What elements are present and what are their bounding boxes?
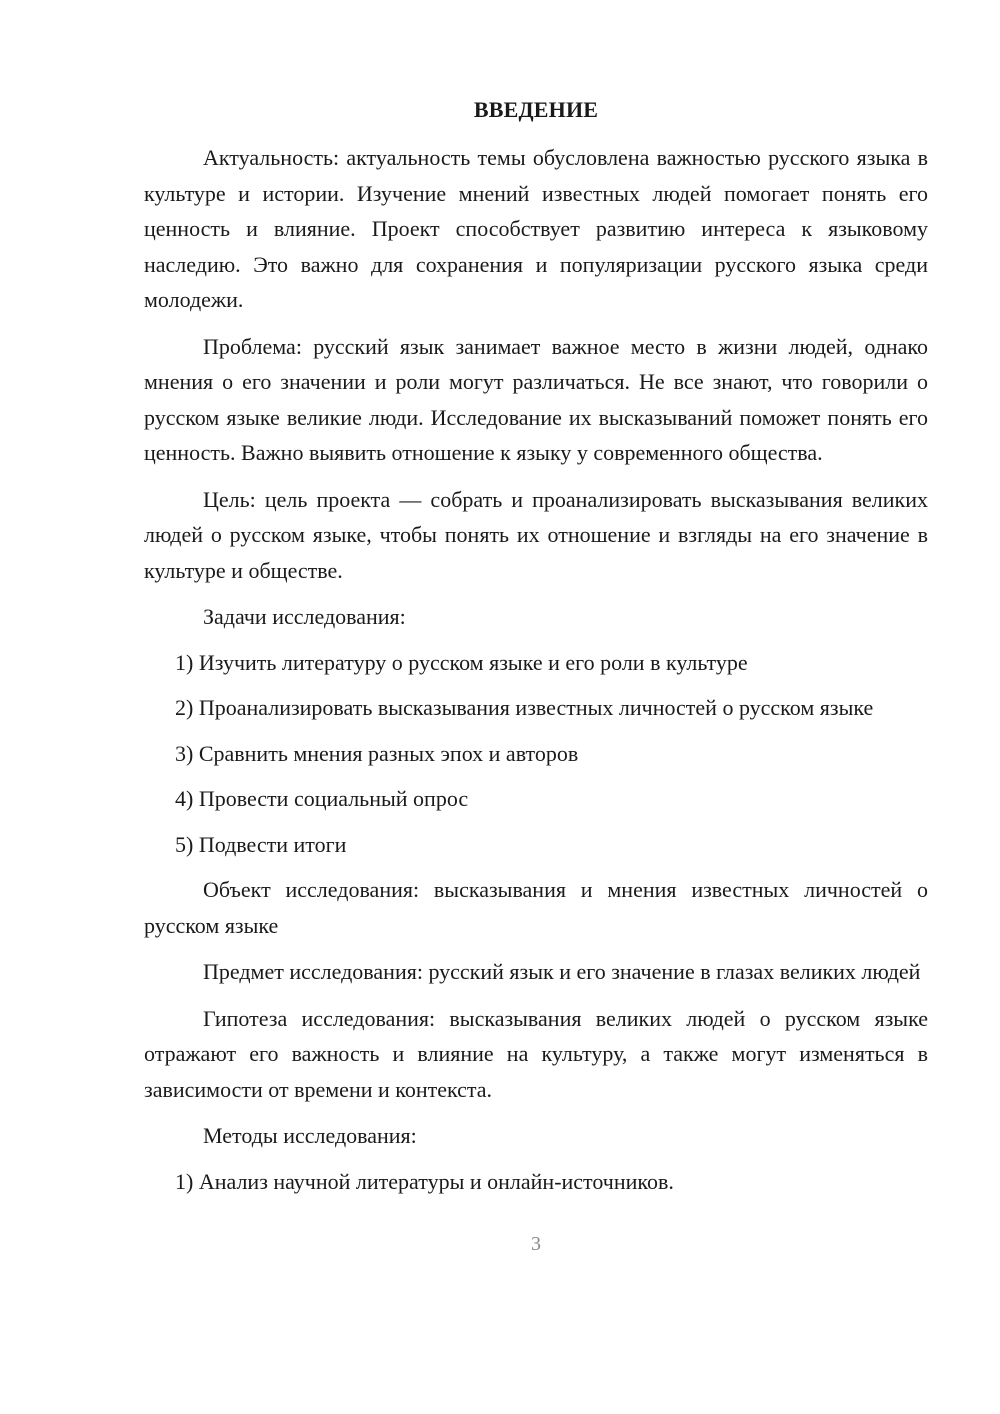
task-item: 5) Подвести итоги: [175, 831, 347, 857]
problem-paragraph: Проблема: русский язык занимает важное место в жизни людей, однако мнения о его значении и роли могут различаться. Не все знают, что говорили о русском языке великие люди. Исследование их высказываний поможет понять его ценность. Важно выявить отношение к языку у современного общества.: [144, 333, 928, 465]
page-body: [144, 95, 928, 1209]
method-item: 1) Анализ научной литературы и онлайн-источников.: [175, 1168, 674, 1194]
page-number: 3: [531, 1233, 541, 1255]
task-item: 2) Проанализировать высказывания известных личностей о русском языке: [175, 695, 874, 720]
section-heading: ВВЕДЕНИЕ: [473, 97, 599, 122]
subject-paragraph: Предмет исследования: русский язык и его значение в глазах великих людей: [203, 959, 921, 984]
object-paragraph: Объект исследования: высказывания и мнения известных личностей о русском языке: [144, 877, 928, 938]
task-item: 1) Изучить литературу о русском языке и его роли в культуре: [175, 649, 748, 675]
relevance-paragraph: Актуальность: актуальность темы обусловлена важностью русского языка в культуре и истории. Изучение мнений известных людей помогает понять его ценность и влияние. Проект способствует развитию интереса к языковому наследию. Это важно для сохранения и популяризации русского языка среди молодежи.: [144, 145, 928, 312]
goal-paragraph: Цель: цель проекта — собрать и проанализировать высказывания великих людей о русском языке, чтобы понять их отношение и взгляды на его значение в культуре и обществе.: [144, 486, 928, 583]
hypothesis-paragraph: Гипотеза исследования: высказывания великих людей о русском языке отражают его важность и влияние на культуру, а также могут изменяться в зависимости от времени и контекста.: [144, 1005, 928, 1102]
methods-label: Методы исследования:: [203, 1123, 417, 1148]
task-item: 3) Сравнить мнения разных эпох и авторов: [175, 740, 579, 766]
tasks-label: Задачи исследования:: [203, 604, 406, 629]
task-item: 4) Провести социальный опрос: [175, 786, 469, 811]
